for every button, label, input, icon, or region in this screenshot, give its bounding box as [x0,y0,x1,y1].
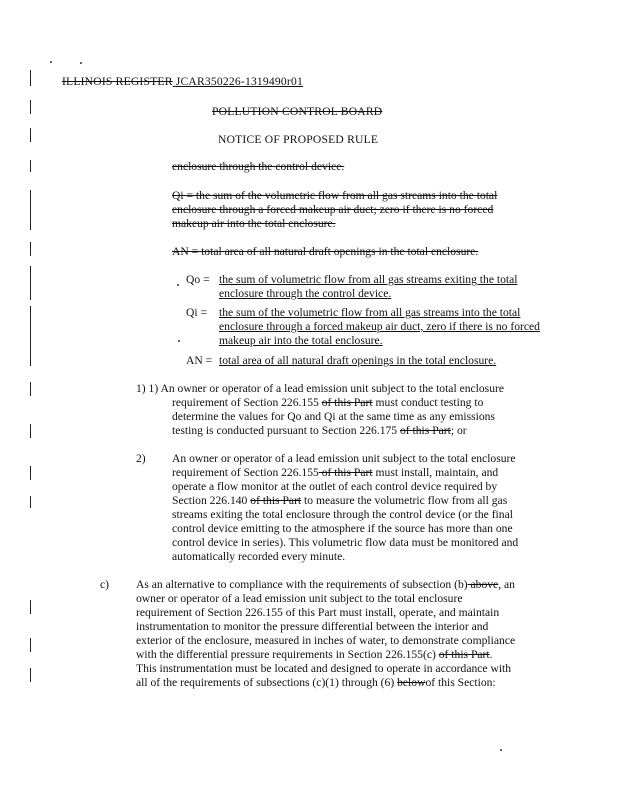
struck-qi-line: enclosure through a forced makeup air duct; zero if there is no forced [172,203,494,216]
item-c-line: This instrumentation must be located and designed to operate in accordance with [136,662,512,675]
item2-number: 2) [136,452,146,465]
struck-qi-line: Qi = the sum of the volumetric flow from all gas streams into the total [172,189,498,202]
change-bar [30,424,31,438]
speck [178,340,180,342]
item-c-line: requirement of Section 226.155 of this Part must install, operate, and maintain [136,606,500,619]
item-c-line: all of the requirements of subsections (c)(1) through (6) belowof this Section: [136,676,496,689]
item2-line: automatically recorded every minute. [172,550,346,563]
change-bar [30,128,31,142]
qi-definition: makeup air into the total enclosure. [219,334,383,347]
item1-line: determine the values for Qo and Qi at the same time as any emissions [172,410,495,423]
change-bar [30,600,31,614]
change-bar [30,638,31,652]
item-c-number: c) [100,578,110,591]
change-bar [30,242,31,256]
item-c-line: with the differential pressure requirements in Section 226.155(c) of this Part. [136,648,493,661]
change-bar [30,100,31,114]
item2-line: control device in series). This volumetric flow data must be monitored and [172,536,519,549]
item1-line: 1) 1) An owner or operator of a lead emission unit subject to the total enclosure [136,382,504,395]
item2-line: operate a flow monitor at the outlet of each control device required by [172,480,498,493]
item2-line: Section 226.140 of this Part to measure the volumetric flow from all gas [172,494,508,507]
change-bar [30,496,31,508]
change-bar [30,668,31,682]
qo-definition: enclosure through the control device. [219,287,392,300]
speck [50,61,52,63]
item2-line: control device emitting to the atmosphere if the source has more than one [172,522,513,535]
qi-definition: enclosure through a forced makeup air duct, zero if there is no forced [219,320,540,333]
speck [177,284,179,286]
item-c-line: exterior of the enclosure, measured in inches of water, to demonstrate compliance [136,634,516,647]
item-c-line: owner or operator of a lead emission unit subject to the total enclosure [136,592,463,605]
item2-line: requirement of Section 226.155 of this Part must install, maintain, and [172,466,499,479]
board-heading: POLLUTION CONTROL BOARD [212,105,383,118]
item2-line: streams exiting the total enclosure through the control device (or the final [172,508,513,521]
qo-symbol: Qo = [186,273,210,286]
struck-line: enclosure through the control device. [172,160,345,173]
qi-symbol: Qi = [186,306,208,319]
qo-definition: the sum of volumetric flow from all gas streams exiting the total [219,273,518,286]
item2-line: An owner or operator of a lead emission unit subject to the total enclosure [172,452,516,465]
change-bar [30,266,31,300]
item1-line: requirement of Section 226.155 of this Part must conduct testing to [172,396,484,409]
change-bar [30,306,31,352]
notice-heading: NOTICE OF PROPOSED RULE [218,133,379,146]
register-code: JCAR350226-1319490r01 [175,75,303,88]
change-bar [30,160,31,172]
item-c-line: instrumentation to monitor the pressure differential between the interior and [136,620,489,633]
change-bar [30,70,31,86]
change-bar [30,382,31,396]
item-c-line: As an alternative to compliance with the requirements of subsection (b) above, an [136,578,515,591]
speck [80,62,82,64]
speck [500,749,502,751]
qi-definition: the sum of the volumetric flow from all gas streams into the total [219,306,521,319]
register-prefix: ILLINOIS REGISTER [62,75,173,88]
change-bar [30,190,31,230]
struck-an-line: AN = total area of all natural draft openings in the total enclosure. [172,245,479,258]
change-bar [30,352,31,366]
change-bar [30,466,31,480]
register-header [62,75,303,88]
an-symbol: AN = [186,354,213,367]
struck-qi-line: makeup air into the total enclosure. [172,217,336,230]
item1-line: testing is conducted pursuant to Section 226.175 of this Part; or [172,424,467,437]
an-definition: total area of all natural draft openings in the total enclosure. [219,354,497,367]
